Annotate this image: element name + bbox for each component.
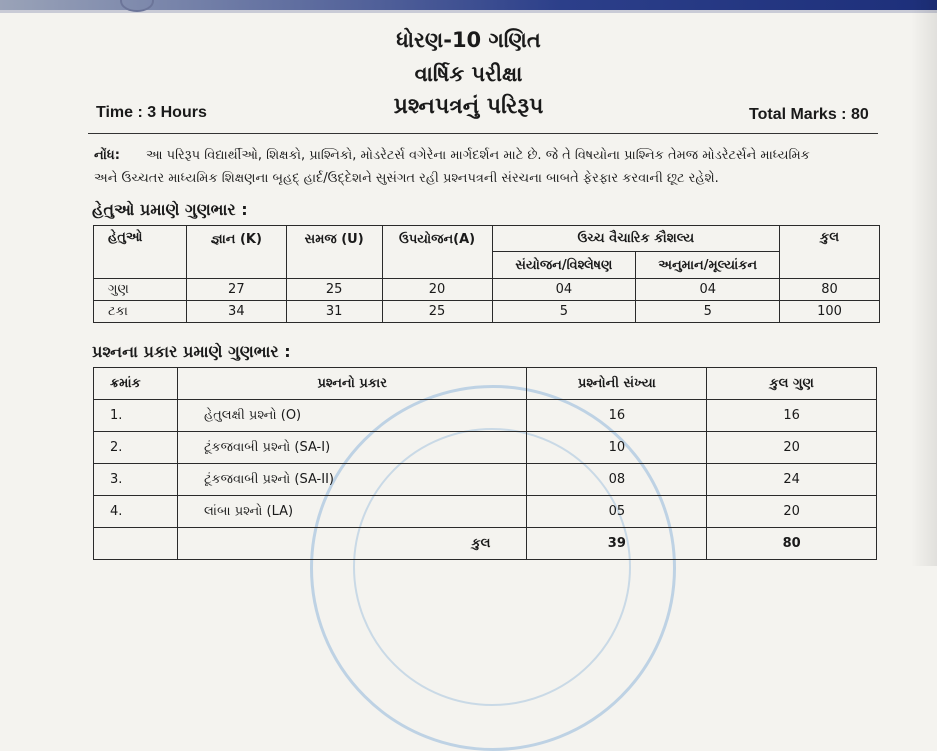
question-types-heading: પ્રશ્નના પ્રકાર પ્રમાણે ગુણભાર : [92, 342, 291, 361]
header-total: કુલ [780, 226, 880, 279]
note-line-2: અને ઉચ્ચતર માધ્યમિક શિક્ષણના બૃહદ્ હાર્દ/ઉદ્દેશને સુસંગત રહી પ્રશ્નપત્રની સંરચના બાબતે ફેરફાર કરવાની છૂટ રહેશે. [94, 171, 719, 186]
cell-type: હેતુલક્ષી પ્રશ્નો (O) [177, 400, 527, 432]
cell-marks: 16 [707, 400, 877, 432]
cell-evaluation: 5 [636, 301, 780, 323]
cell-total: 80 [780, 279, 880, 301]
header-knowledge: જ્ઞાન (K) [186, 226, 286, 279]
objectives-table [93, 225, 880, 323]
objectives-row-percent [94, 301, 880, 323]
cell-sr: 1. [94, 400, 178, 432]
cell-sr: 2. [94, 432, 178, 464]
total-label: કુલ [177, 528, 527, 560]
header-understanding: સમજ (U) [286, 226, 382, 279]
question-types-header-row [94, 368, 877, 400]
header-sr: ક્રમાંક [94, 368, 178, 400]
header-objective: હેતુઓ [94, 226, 187, 279]
header-marks: કુલ ગુણ [707, 368, 877, 400]
header-count: પ્રશ્નોની સંખ્યા [527, 368, 707, 400]
exam-total-marks: Total Marks : 80 [749, 106, 869, 123]
cell-sr: 4. [94, 496, 178, 528]
header-divider [88, 133, 878, 134]
question-types-table [93, 367, 877, 560]
header-application: ઉપયોજન(A) [382, 226, 492, 279]
objectives-row-marks [94, 279, 880, 301]
objectives-heading: હેતુઓ પ્રમાણે ગુણભાર : [92, 200, 248, 219]
cell-type: ટૂંકજવાબી પ્રશ્નો (SA-I) [177, 432, 527, 464]
title-paper-pattern: પ્રશ્નપત્રનું પરિરૂપ [393, 94, 544, 119]
cell-knowledge: 27 [186, 279, 286, 301]
cell-total: 100 [780, 301, 880, 323]
note-label: નોંધ: [94, 148, 120, 163]
table-row [94, 496, 877, 528]
row-label: ગુણ [94, 279, 187, 301]
cell-understanding: 25 [286, 279, 382, 301]
cell-type: ટૂંકજવાબી પ્રશ્નો (SA-II) [177, 464, 527, 496]
cell-evaluation: 04 [636, 279, 780, 301]
total-row [94, 528, 877, 560]
table-row [94, 464, 877, 496]
cell-sr: 3. [94, 464, 178, 496]
cell-empty [94, 528, 178, 560]
cell-count: 10 [527, 432, 707, 464]
cell-application: 25 [382, 301, 492, 323]
total-marks: 80 [707, 528, 877, 560]
cell-synthesis: 04 [492, 279, 636, 301]
total-count: 39 [527, 528, 707, 560]
cell-count: 05 [527, 496, 707, 528]
cell-marks: 20 [707, 496, 877, 528]
cell-marks: 20 [707, 432, 877, 464]
row-label: ટકા [94, 301, 187, 323]
cell-count: 08 [527, 464, 707, 496]
note-line-1: આ પરિરૂપ વિદ્યાર્થીઓ, શિક્ષકો, પ્રાશ્નિકો, મોડરેટર્સ વગેરેના માર્ગદર્શન માટે છે. જે તે વિષયોના પ્રાશ્નિક તેમજ મોડરેટર્સને માધ્યમિક [146, 148, 810, 163]
cell-count: 16 [527, 400, 707, 432]
header-synthesis: સંયોજન/વિશ્લેષણ [492, 252, 636, 279]
cell-type: લાંબા પ્રશ્નો (LA) [177, 496, 527, 528]
table-row [94, 432, 877, 464]
header-evaluation: અનુમાન/મૂલ્યાંકન [636, 252, 780, 279]
table-row [94, 400, 877, 432]
header-type: પ્રશ્નનો પ્રકાર [177, 368, 527, 400]
cell-understanding: 31 [286, 301, 382, 323]
header-hots: ઉચ્ચ વૈચારિક કૌશલ્ય [492, 226, 780, 252]
cell-marks: 24 [707, 464, 877, 496]
title-standard-subject: ધોરણ-10 ગણિત [396, 28, 541, 52]
title-exam-name: વાર્ષિક પરીક્ષા [414, 62, 523, 86]
cell-knowledge: 34 [186, 301, 286, 323]
cell-synthesis: 5 [492, 301, 636, 323]
cell-application: 20 [382, 279, 492, 301]
exam-time: Time : 3 Hours [96, 104, 207, 121]
